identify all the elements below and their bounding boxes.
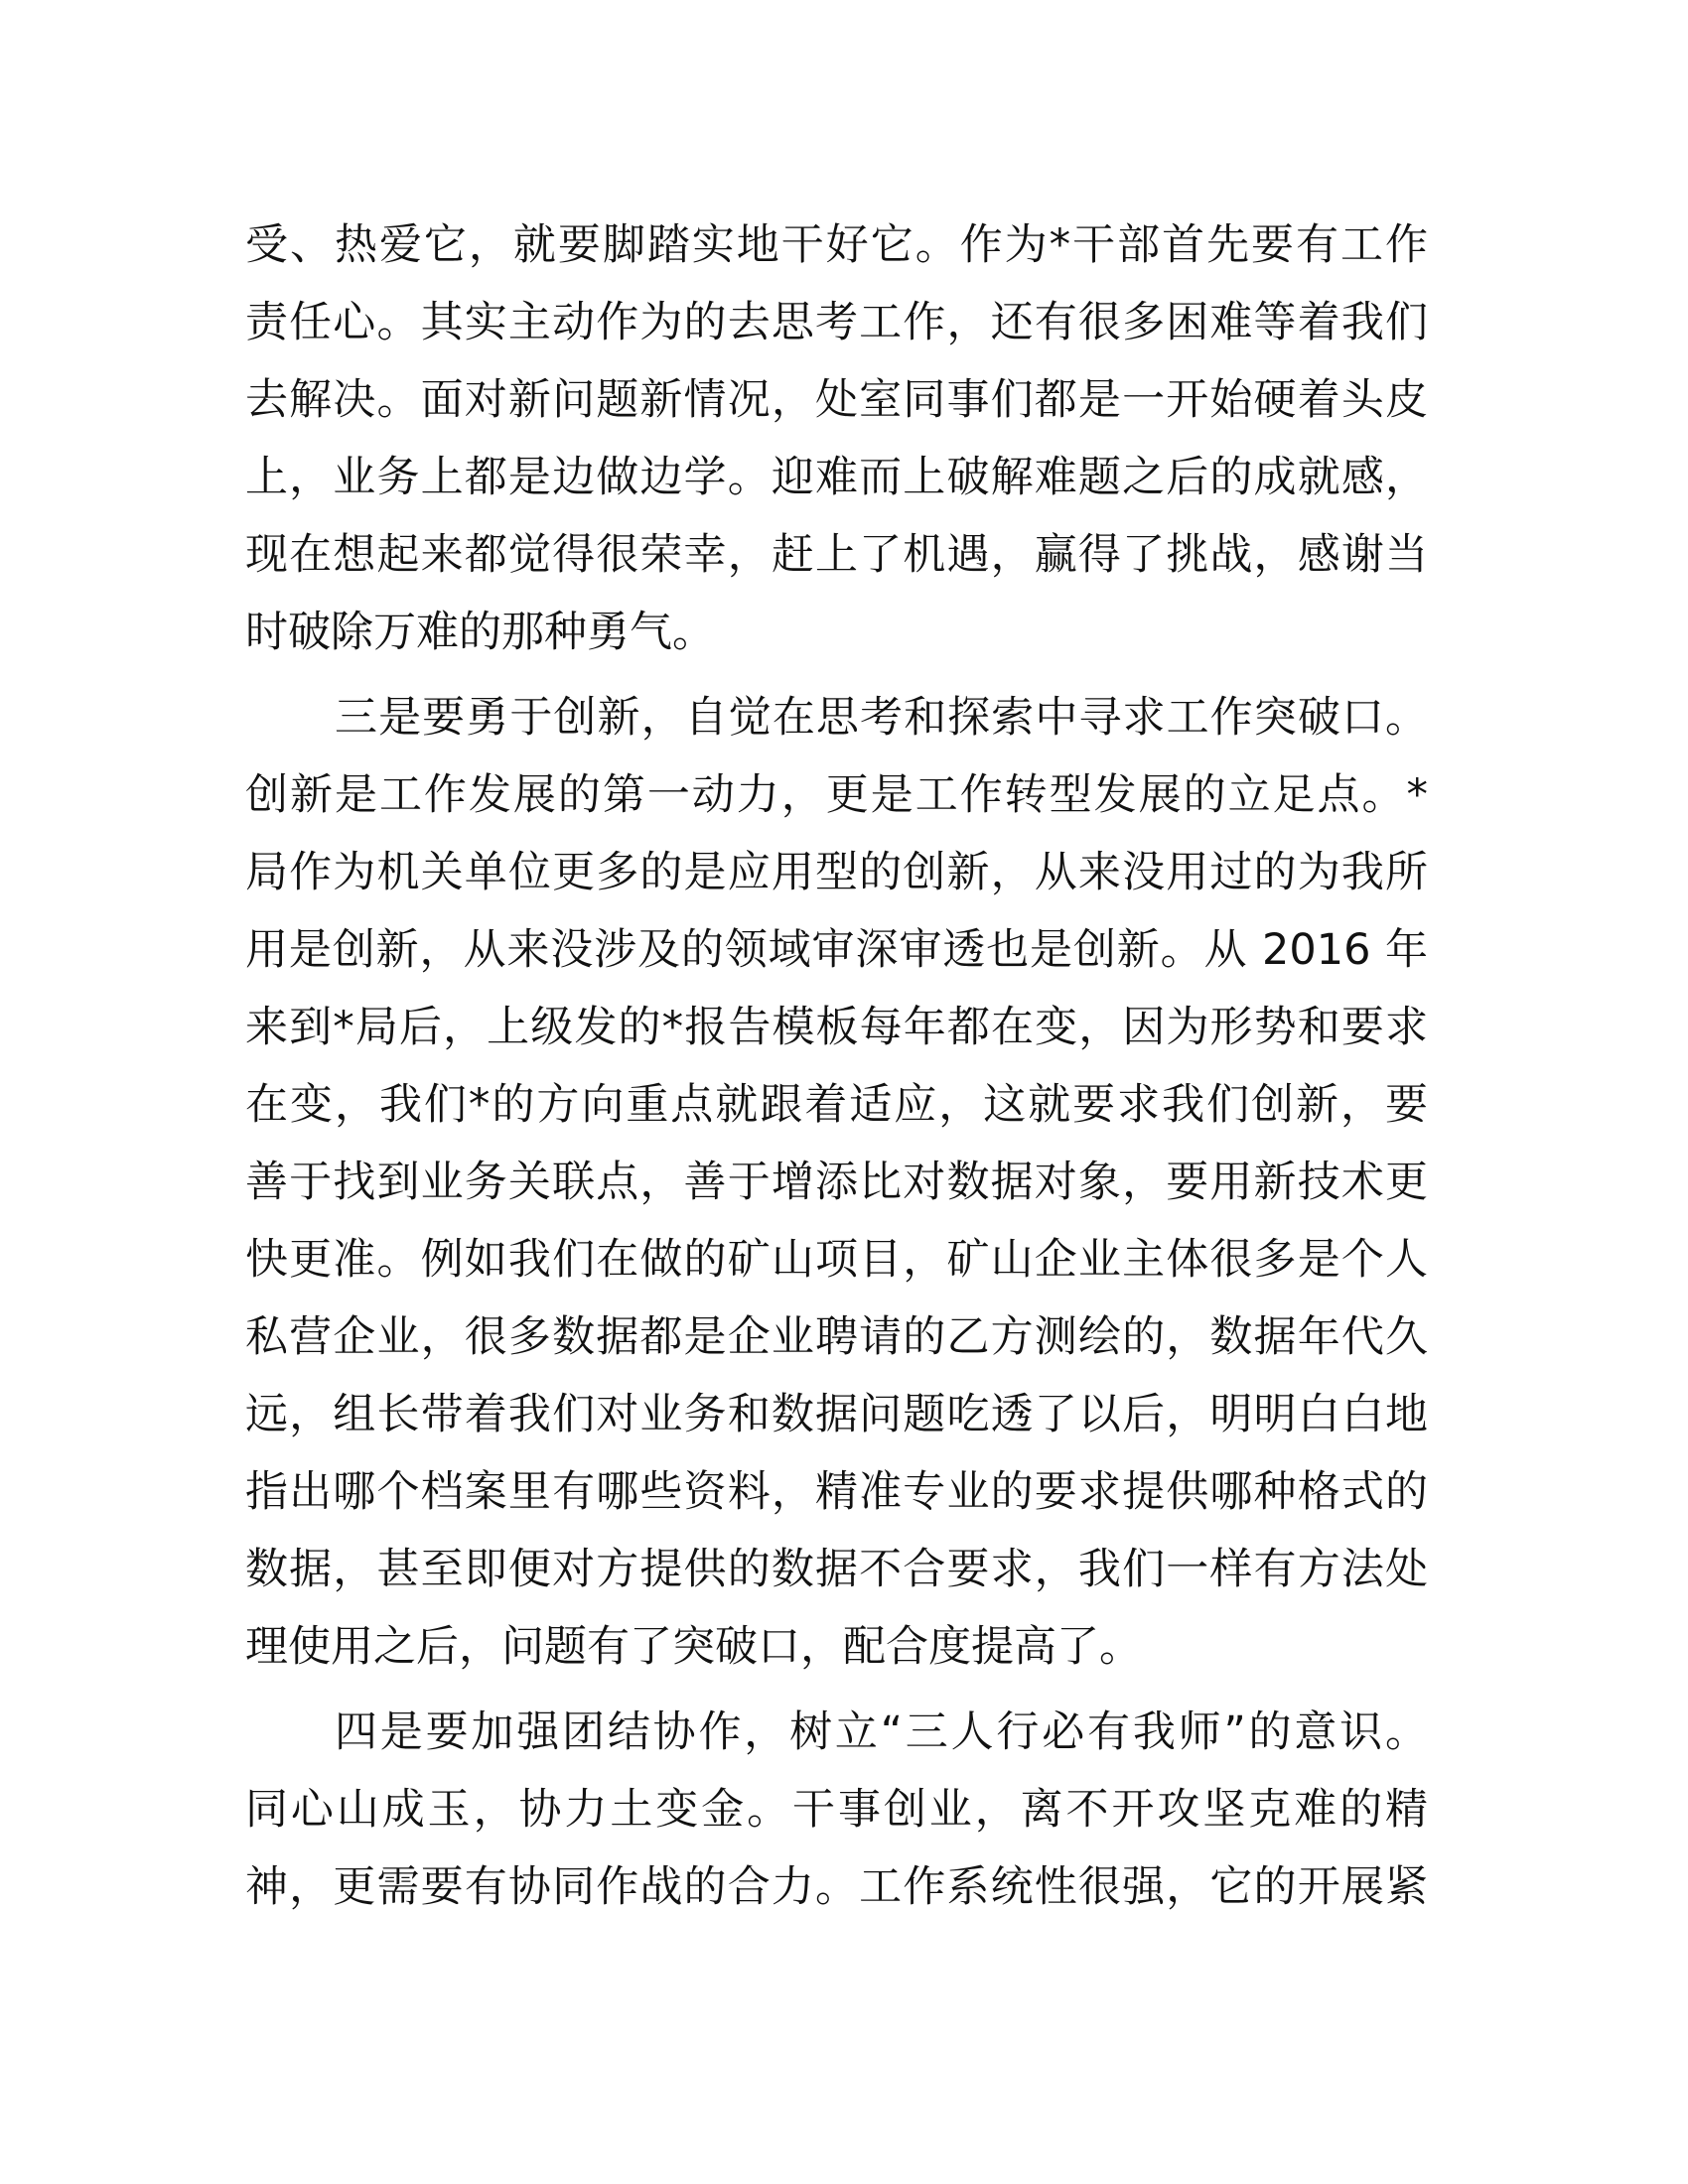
text-line: 快更准。例如我们在做的矿山项目，矿山企业主体很多是个人 bbox=[245, 1235, 1428, 1285]
text-line: 远，组长带着我们对业务和数据问题吃透了以后，明明白白地 bbox=[245, 1390, 1428, 1439]
text-line: 用是创新，从来没涉及的领域审深审透也是创新。从 2016 年 bbox=[245, 925, 1428, 975]
text-line: 局作为机关单位更多的是应用型的创新，从来没用过的为我所 bbox=[245, 848, 1428, 897]
text-line: 去解决。面对新问题新情况，处室同事们都是一开始硬着头皮 bbox=[245, 375, 1428, 425]
text-line: 指出哪个档案里有哪些资料，精准专业的要求提供哪种格式的 bbox=[245, 1467, 1428, 1517]
text-line: 上，业务上都是边做边学。迎难而上破解难题之后的成就感， bbox=[245, 453, 1428, 502]
text-line: 私营企业，很多数据都是企业聘请的乙方测绘的，数据年代久 bbox=[245, 1312, 1428, 1362]
text-line: 来到*局后，上级发的*报告模板每年都在变，因为形势和要求 bbox=[245, 1003, 1428, 1052]
text-line: 四是要加强团结协作，树立“三人行必有我师”的意识。 bbox=[335, 1707, 1428, 1757]
text-line: 责任心。其实主动作为的去思考工作，还有很多困难等着我们 bbox=[245, 298, 1428, 347]
text-line: 神，更需要有协同作战的合力。工作系统性很强，它的开展紧 bbox=[245, 1862, 1428, 1912]
text-line: 创新是工作发展的第一动力，更是工作转型发展的立足点。* bbox=[245, 770, 1428, 820]
text-line: 现在想起来都觉得很荣幸，赶上了机遇，赢得了挑战，感谢当 bbox=[245, 530, 1428, 580]
paragraph bbox=[245, 1694, 1428, 1926]
document-page bbox=[245, 206, 1428, 1926]
text-line: 时破除万难的那种勇气。 bbox=[245, 608, 715, 657]
text-line: 三是要勇于创新，自觉在思考和探索中寻求工作突破口。 bbox=[335, 693, 1428, 743]
text-line: 在变，我们*的方向重点就跟着适应，这就要求我们创新，要 bbox=[245, 1080, 1428, 1130]
paragraph bbox=[245, 679, 1428, 1686]
text-line: 善于找到业务关联点，善于增添比对数据对象，要用新技术更 bbox=[245, 1158, 1428, 1207]
text-line: 理使用之后，问题有了突破口，配合度提高了。 bbox=[245, 1622, 1142, 1672]
text-line: 同心山成玉，协力土变金。干事创业，离不开攻坚克难的精 bbox=[245, 1785, 1428, 1835]
paragraph bbox=[245, 206, 1428, 671]
text-line: 受、热爱它，就要脚踏实地干好它。作为*干部首先要有工作 bbox=[245, 220, 1428, 270]
text-line: 数据，甚至即便对方提供的数据不合要求，我们一样有方法处 bbox=[245, 1545, 1428, 1594]
